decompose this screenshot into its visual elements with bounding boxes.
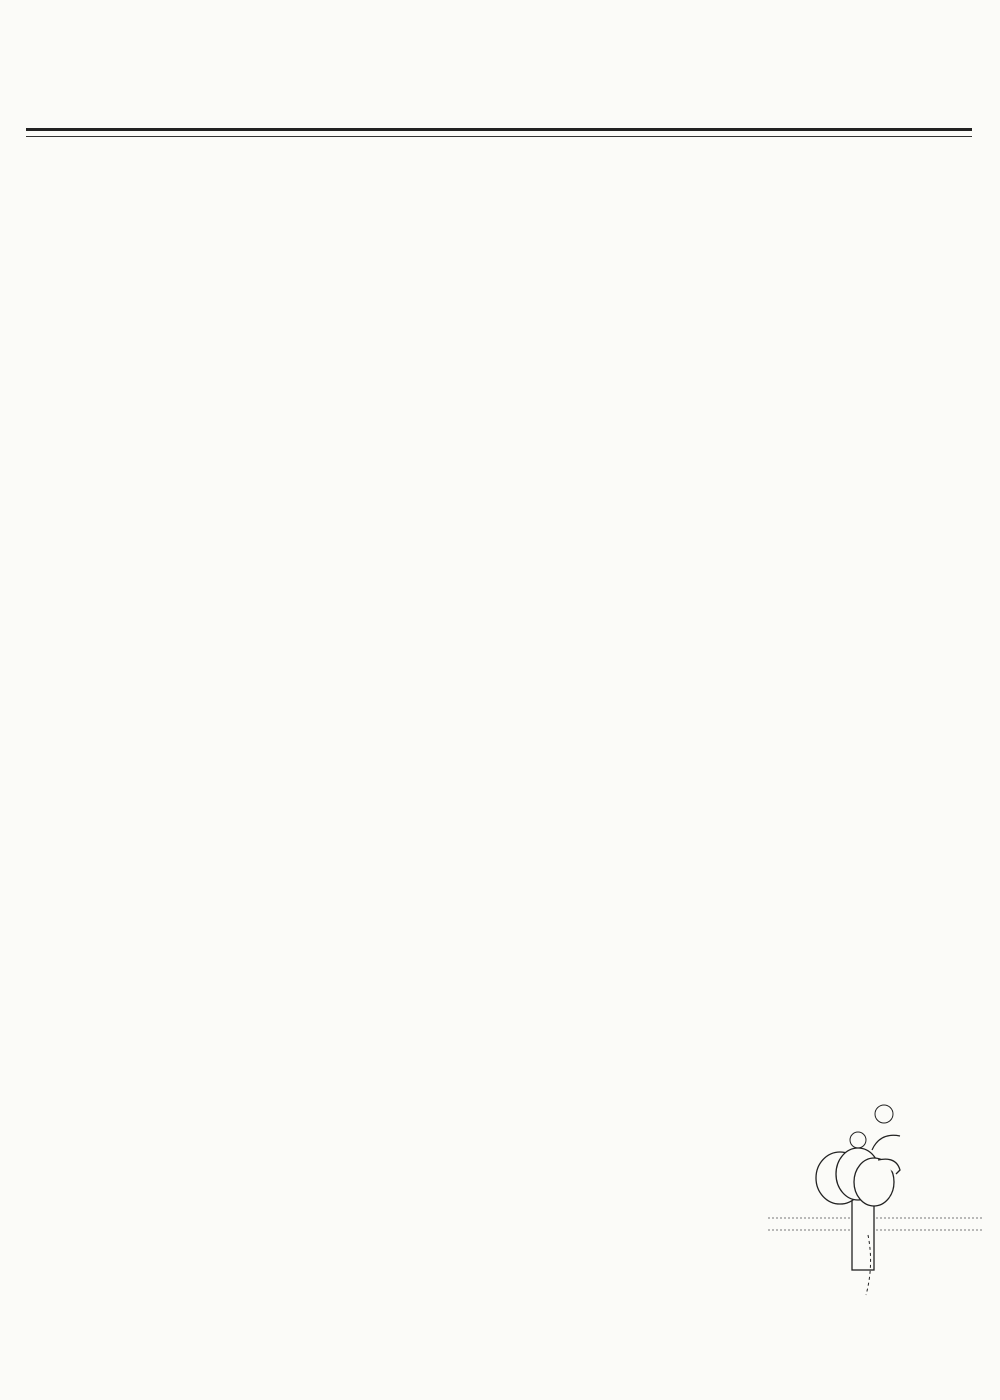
- atp-synthase-enzyme: [816, 1148, 900, 1270]
- atp-out-arrow: [872, 1135, 900, 1150]
- membrane-bilayer: [768, 1218, 982, 1230]
- watermark-text: [0, 600, 903, 1070]
- header-rule-thick: [26, 128, 972, 131]
- h-ion-top: [875, 1105, 893, 1123]
- atp-synthase-diagram: [760, 1100, 990, 1340]
- header-rule-thin: [26, 136, 972, 137]
- pi-circle: [850, 1132, 866, 1148]
